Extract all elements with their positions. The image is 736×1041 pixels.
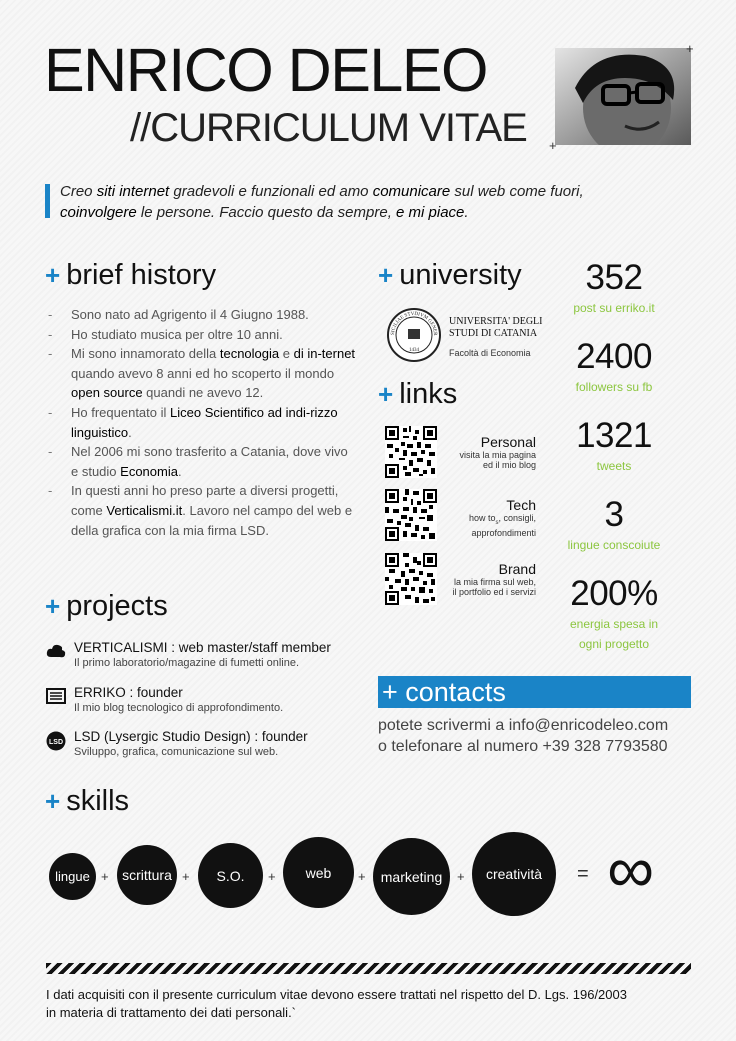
profile-photo-portrait (555, 48, 691, 145)
qr-code-personal[interactable] (385, 426, 437, 478)
list-item (48, 325, 358, 345)
section-heading-projects (45, 592, 168, 621)
list-item-text: Nel 2006 mi sono trasferito a Catania, dove vivo e studio (71, 444, 348, 479)
footer-disclaimer (46, 986, 706, 1022)
university-name-line: STUDI DI CATANIA (449, 328, 538, 339)
link-description-part: , consigli, (498, 513, 536, 523)
list-item-highlight: tecnologia (219, 346, 280, 362)
section-heading-label: university (399, 259, 522, 291)
list-item-text: quandi ne avevo 12. (142, 385, 264, 401)
crop-mark-icon: + (686, 41, 694, 56)
plus-operator: + (101, 869, 109, 884)
intro-text-part: Creo (60, 183, 97, 200)
qr-code-brand[interactable] (385, 553, 437, 605)
list-item-highlight: Economia (120, 463, 178, 479)
qr-code-icon (385, 489, 437, 541)
intro-highlight: e mi piace (396, 204, 465, 221)
stat-label: tweets (596, 459, 632, 473)
plus-operator: + (268, 869, 276, 884)
document-icon (46, 687, 66, 705)
link-personal[interactable] (459, 434, 536, 470)
page-subtitle: //CURRICULUM VITAE (130, 106, 527, 150)
cloud-icon (46, 642, 66, 660)
lsd-logo-icon (46, 731, 66, 751)
skill-bubble: web (283, 837, 354, 908)
link-description-part: how to (468, 513, 496, 523)
project-item (46, 639, 376, 670)
link-description (469, 513, 536, 528)
section-heading-label: skills (66, 785, 130, 817)
university-faculty: Facoltà di Economia (449, 348, 531, 358)
section-heading-skills (45, 787, 129, 816)
skill-bubble: S.O. (198, 843, 263, 908)
link-title: Tech (506, 497, 536, 513)
plus-icon: + (378, 260, 394, 290)
plus-operator: + (358, 869, 366, 884)
link-description-part: s (495, 519, 499, 526)
seal-year: 1434 (409, 348, 419, 353)
list-item-text: e (279, 346, 294, 362)
crop-mark-icon: + (549, 138, 557, 153)
intro-text-part: le persone. Faccio questo da sempre, (136, 204, 397, 221)
link-description: la mia firma sul web, (453, 577, 536, 587)
plus-icon: + (45, 260, 61, 290)
equals-operator: = (577, 863, 589, 885)
project-title: VERTICALISMI : web master/staff member (74, 640, 331, 655)
stat-label: post su erriko.it (573, 301, 655, 315)
project-description: Sviluppo, grafica, comunicazione sul web. (74, 746, 279, 758)
section-heading-links (378, 380, 457, 409)
stat-posts (558, 258, 670, 318)
plus-icon: + (378, 379, 394, 409)
list-item (48, 481, 358, 540)
intro-highlight: siti internet (96, 183, 170, 200)
qr-code-icon (385, 553, 437, 605)
contacts-title: + contacts (382, 677, 506, 707)
stat-tweets (558, 416, 670, 476)
lsd-logo-text: LSD (49, 739, 63, 746)
link-brand[interactable] (452, 561, 536, 597)
project-title: LSD (Lysergic Studio Design) : founder (74, 729, 308, 744)
list-item-text: In questi anni ho preso parte a diversi progetti, come (71, 483, 339, 518)
university-seal-icon (386, 307, 442, 363)
stat-label: followers su fb (575, 380, 653, 394)
list-item-highlight: open source (71, 385, 143, 401)
stat-value: 352 (585, 258, 643, 297)
university-seal (386, 307, 442, 363)
list-item-text: Ho studiato musica per oltre 10 anni. (71, 326, 283, 342)
stat-value: 200% (570, 574, 658, 613)
qr-code-tech[interactable] (385, 489, 437, 541)
skill-bubble: marketing (373, 838, 450, 915)
stat-label: ogni progetto (578, 637, 650, 651)
intro-text-part: . (464, 204, 469, 221)
stat-value: 2400 (576, 337, 652, 376)
university-name (449, 316, 543, 340)
stat-followers (558, 337, 670, 397)
list-item-text: . (128, 424, 132, 440)
section-heading-history (45, 261, 216, 290)
project-item (46, 684, 376, 715)
list-item-text: Sono nato ad Agrigento il 4 Giugno 1988. (71, 307, 309, 322)
link-description: visita la mia pagina (459, 450, 536, 460)
list-item-text: quando avevo 8 anni ed ho scoperto il mondo (71, 365, 335, 381)
footer-disclaimer-line: I dati acquisiti con il presente curriculum vitae devono essere trattati nel rispetto del D. Lgs. 196/2003 (46, 987, 627, 1002)
plus-operator: + (457, 869, 465, 884)
project-title: ERRIKO : founder (74, 685, 183, 700)
list-item-text: Ho frequentato il (71, 404, 171, 420)
list-item-text: . Lavoro nel campo del web e della grafica con la mia firma LSD. (71, 502, 353, 538)
intro-highlight: coinvolgere (60, 204, 137, 221)
plus-icon: + (45, 786, 61, 816)
section-heading-label: projects (66, 590, 168, 622)
section-heading-label: links (399, 378, 458, 410)
list-item-text: Mi sono innamorato della (71, 346, 220, 362)
plus-icon: + (45, 591, 61, 621)
stat-languages (558, 495, 670, 555)
profile-photo (555, 48, 691, 145)
link-tech[interactable] (469, 497, 536, 538)
section-heading-university (378, 261, 522, 290)
university-name-line: UNIVERSITA' DEGLI (449, 316, 543, 327)
footer-disclaimer-line: in materia di trattamento dei dati personali.` (46, 1005, 297, 1020)
list-item-text: . (177, 463, 182, 479)
intro-text-part: sul web come fuori, (450, 183, 584, 200)
stat-label: lingue conscoiute (567, 538, 661, 552)
contact-email-line[interactable]: potete scrivermi a info@enricodeleo.com (378, 717, 669, 734)
list-item (48, 442, 358, 481)
list-item-highlight: Verticalismi.it (106, 502, 183, 518)
stat-value: 3 (604, 495, 624, 534)
seal-text: SICILIAE STVDIVM GENER (390, 311, 438, 336)
link-title: Personal (480, 434, 536, 450)
list-item-highlight: Liceo Scientifico ad indi-rizzo linguistico (71, 404, 338, 440)
qr-code-icon (385, 426, 437, 478)
plus-operator: + (182, 869, 190, 884)
link-description: approfondimenti (471, 527, 536, 538)
link-description: il portfolio ed i servizi (452, 587, 536, 597)
contact-phone-line[interactable]: o telefonare al numero +39 328 7793580 (378, 738, 668, 755)
infinity-symbol: ∞ (607, 832, 655, 906)
skill-bubble: creatività (472, 832, 556, 916)
stat-label: energia spesa in (569, 617, 659, 631)
intro-highlight: comunicare (372, 183, 451, 200)
history-list (48, 305, 358, 540)
list-item (48, 403, 358, 442)
project-item (46, 728, 376, 759)
intro-text (60, 181, 700, 223)
project-description: Il primo laboratorio/magazine di fumetti online. (74, 657, 300, 669)
page-title: ENRICO DELEO (44, 36, 487, 104)
section-heading-label: brief history (66, 259, 217, 291)
intro-accent-bar (45, 184, 50, 218)
skill-bubble: scrittura (117, 845, 177, 905)
list-item (48, 344, 358, 403)
link-title: Brand (498, 561, 536, 577)
intro-text-part: gradevoli e funzionali ed amo (169, 183, 373, 200)
footer-stripe-divider (46, 963, 691, 974)
list-item (48, 305, 358, 325)
list-item-highlight: di in-ternet (293, 346, 356, 362)
stat-value: 1321 (576, 416, 652, 455)
link-description: ed il mio blog (482, 460, 536, 470)
project-description: Il mio blog tecnologico di approfondimento. (74, 702, 284, 714)
stat-energy (555, 574, 673, 654)
skill-bubble: lingue (49, 853, 96, 900)
